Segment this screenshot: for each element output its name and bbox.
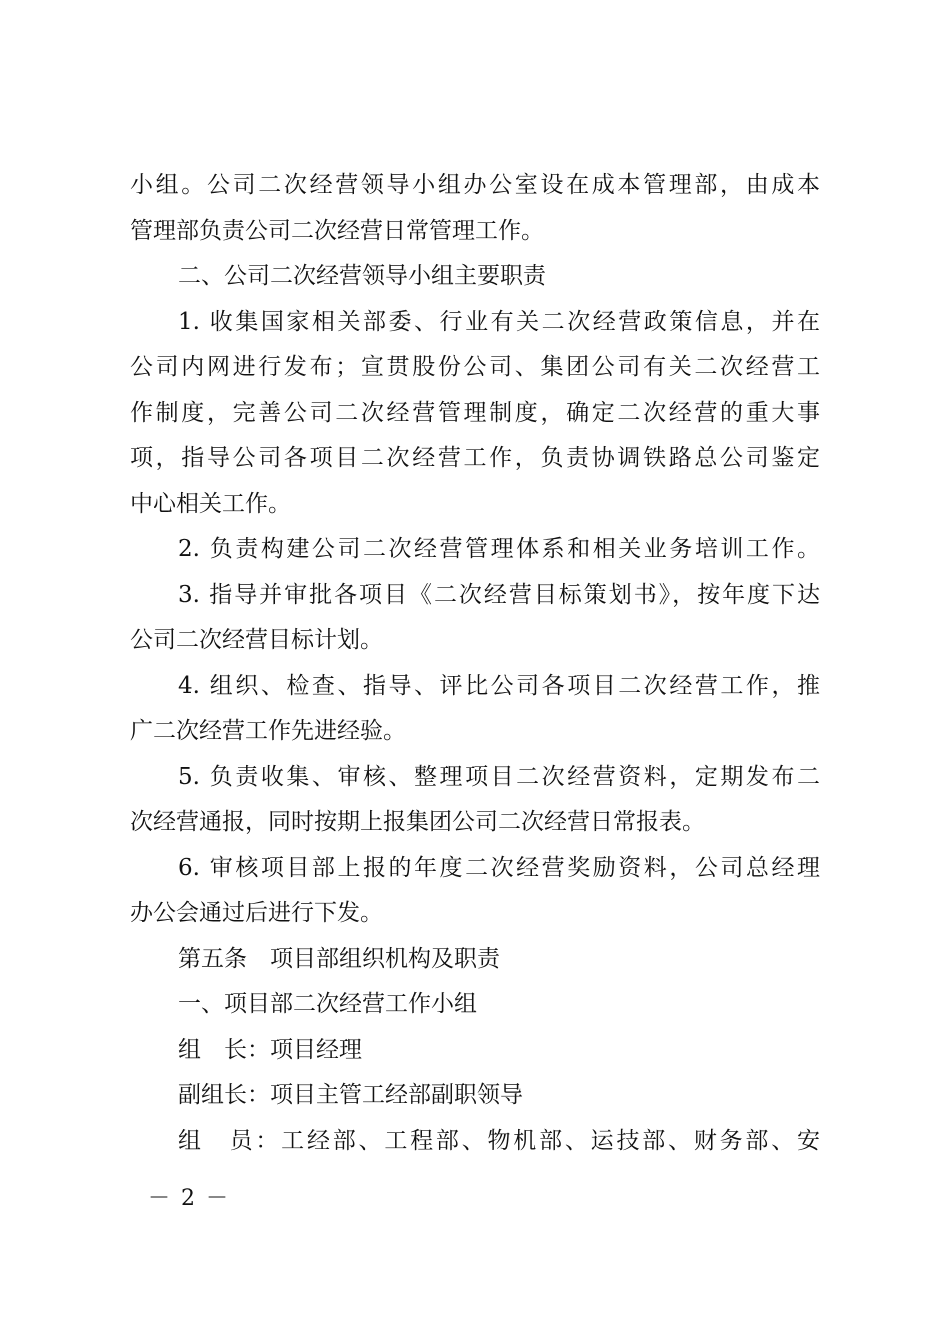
list-item-5: 5. 负责收集、审核、整理项目二次经营资料，定期发布二: [178, 763, 820, 790]
document-body: [130, 163, 820, 1164]
article-heading: 第五条 项目部组织机构及职责: [178, 945, 500, 972]
section-heading: 一、项目部二次经营工作小组: [178, 991, 477, 1017]
list-item-2: 2. 负责构建公司二次经营管理体系和相关业务培训工作。: [178, 536, 820, 562]
text-line: 小组。公司二次经营领导小组办公室设在成本管理部，由成本: [130, 172, 820, 198]
role-line-deputy: 副组长：项目主管工经部副职领导: [178, 1082, 523, 1108]
list-item-4: 4. 组织、检查、指导、评比公司各项目二次经营工作，推: [178, 672, 820, 699]
text-line: 项，指导公司各项目二次经营工作，负责协调铁路总公司鉴定: [130, 445, 820, 471]
text-line: 公司内网进行发布；宣贯股份公司、集团公司有关二次经营工: [130, 354, 820, 380]
text-line: 中心相关工作。: [130, 490, 291, 517]
text-line: 作制度，完善公司二次经营管理制度，确定二次经营的重大事: [130, 399, 820, 426]
text-line: 办公会通过后进行下发。: [130, 900, 383, 926]
role-line-members: 组 员：工经部、工程部、物机部、运技部、财务部、安: [178, 1127, 820, 1154]
role-line-leader: 组 长：项目经理: [178, 1036, 362, 1063]
list-item-6: 6. 审核项目部上报的年度二次经营奖励资料，公司总经理: [178, 854, 820, 881]
text-line: 管理部负责公司二次经营日常管理工作。: [130, 217, 544, 244]
text-line: 次经营通报，同时按期上报集团公司二次经营日常报表。: [130, 809, 705, 835]
page-number: － 2 －: [148, 1186, 230, 1211]
list-item-3: 3. 指导并审批各项目《二次经营目标策划书》，按年度下达: [178, 581, 820, 608]
section-heading: 二、公司二次经营领导小组主要职责: [178, 263, 546, 289]
text-line: 公司二次经营目标计划。: [130, 627, 383, 653]
list-item-1: 1. 收集国家相关部委、行业有关二次经营政策信息，并在: [178, 308, 820, 335]
text-line: 广二次经营工作先进经验。: [130, 718, 406, 744]
